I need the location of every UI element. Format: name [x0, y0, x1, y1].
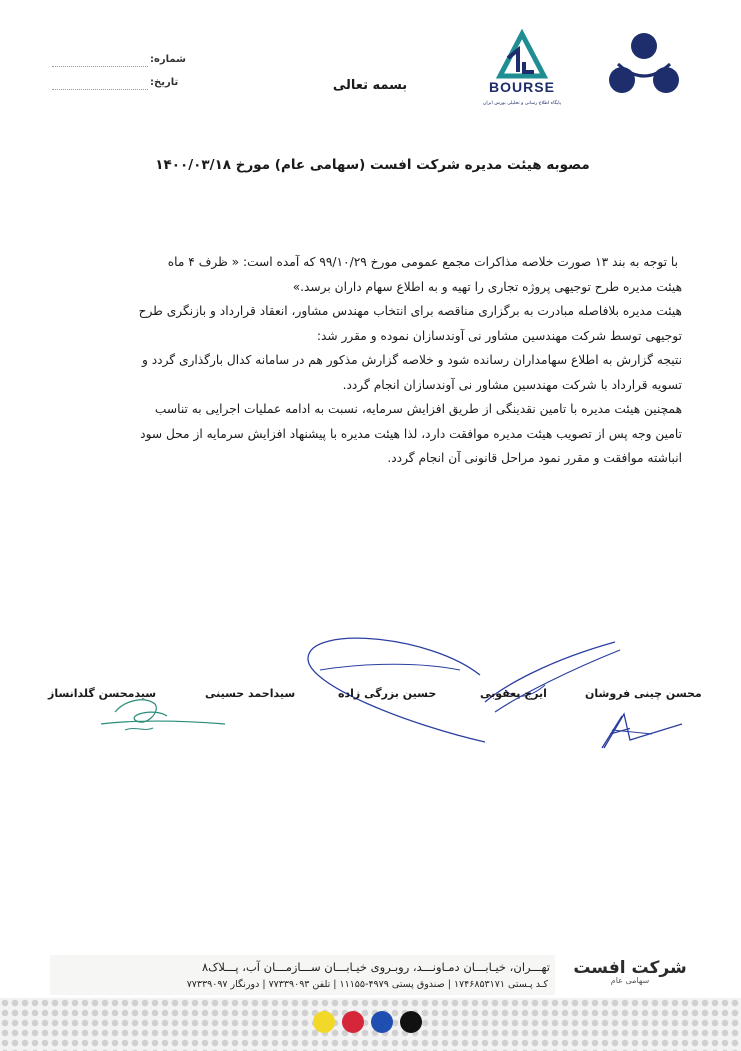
black-dot-icon: [400, 1011, 422, 1033]
footer-contact: کـد پـستی ۱۷۴۶۸۵۳۱۷۱ | صندوق پستی ۴۹۷۹-۱۱۱۵۵ | تلفن ۷۷۳۳۹۰۹۳ | دورنگار ۷۷۳۳۹۰۹۷: [186, 979, 548, 990]
document-title: مصوبه هیئت مدیره شرکت افست (سهامی عام) مورخ ۱۴۰۰/۰۳/۱۸: [155, 157, 590, 173]
body-line: تامین وجه پس از تصویب هیئت مدیره موافقت دارد، لذا هیئت مدیره با پیشنهاد افزایش سرمایه از محل سود: [140, 426, 682, 441]
number-label: شماره:: [150, 54, 186, 65]
signatory-name: سیدمحسن گلدانساز: [48, 687, 157, 700]
basmala-heading: بسمه تعالی: [332, 78, 408, 93]
company-emblem-icon: [604, 30, 684, 106]
signatory-name: حسین بزرگی زاده: [338, 687, 437, 700]
signature-chini: [590, 700, 690, 760]
body-line: هیئت مدیره بلافاصله مبادرت به برگزاری مناقصه برای انتخاب مهندس مشاور، انعقاد قرارداد و بازنگری طرح: [138, 304, 682, 318]
document-body: [62, 250, 682, 471]
footer-logo-text: شرکت افست: [573, 958, 687, 978]
body-line: هیئت مدیره طرح توجیهی پروژه تجاری را تهیه و به اطلاع سهام داران برسد.»: [292, 279, 682, 294]
body-line: نتیجه گزارش به اطلاع سهامداران رسانده شود و خلاصه گزارش مذکور هم در سامانه کدال بارگذاری گردد و: [141, 353, 682, 367]
body-line: با توجه به بند ۱۳ صورت خلاصه مذاکرات مجمع عمومی مورخ ۹۹/۱۰/۲۹ که آمده است: « ظرف ۴ ماه: [167, 255, 678, 269]
red-dot-icon: [342, 1011, 364, 1033]
signatory-name: ایرج یعقوبی: [480, 687, 547, 700]
body-line: انباشته موافقت و مقرر نمود مراحل قانونی آن انجام گردد.: [387, 451, 682, 465]
signatory-name: سیداحمد حسینی: [205, 687, 296, 700]
company-emblem: [604, 30, 684, 106]
footer-logo-sub: سهامی عام: [610, 976, 650, 985]
number-field-line: [52, 66, 148, 67]
bourse-logo: [474, 28, 570, 110]
bourse-logo-icon: [474, 28, 570, 110]
body-line: توجیهی توسط شرکت مهندسین مشاور نی آوندسازان نموده و مقرر شد:: [316, 328, 682, 343]
bourse-logo-text: BOURSE: [489, 79, 555, 95]
body-line: تسویه قرارداد با شرکت مهندسین مشاور نی آوندسازان انجام گردد.: [342, 377, 682, 392]
footer-company-logo: [565, 958, 695, 985]
bourse-logo-subtext: پایگاه اطلاع رسانی و تحلیلی بورس ایران: [483, 101, 561, 106]
date-field-line: [52, 89, 148, 90]
body-line: همچنین هیئت مدیره با تامین نقدینگی از طریق افزایش سرمایه، نسبت به ادامه عملیات اجرایی به تناسب: [154, 402, 682, 416]
yellow-dot-icon: [313, 1011, 335, 1033]
date-label: تاریخ:: [150, 77, 179, 88]
blue-dot-icon: [371, 1011, 393, 1033]
footer-address: تهـــران، خیـابـــان دمـاونـــد، روبـروی خیـابـــان ســـازمـــان آب، پـــلاک۸: [201, 960, 550, 974]
signatory-name: محسن چینی فروشان: [585, 687, 702, 700]
